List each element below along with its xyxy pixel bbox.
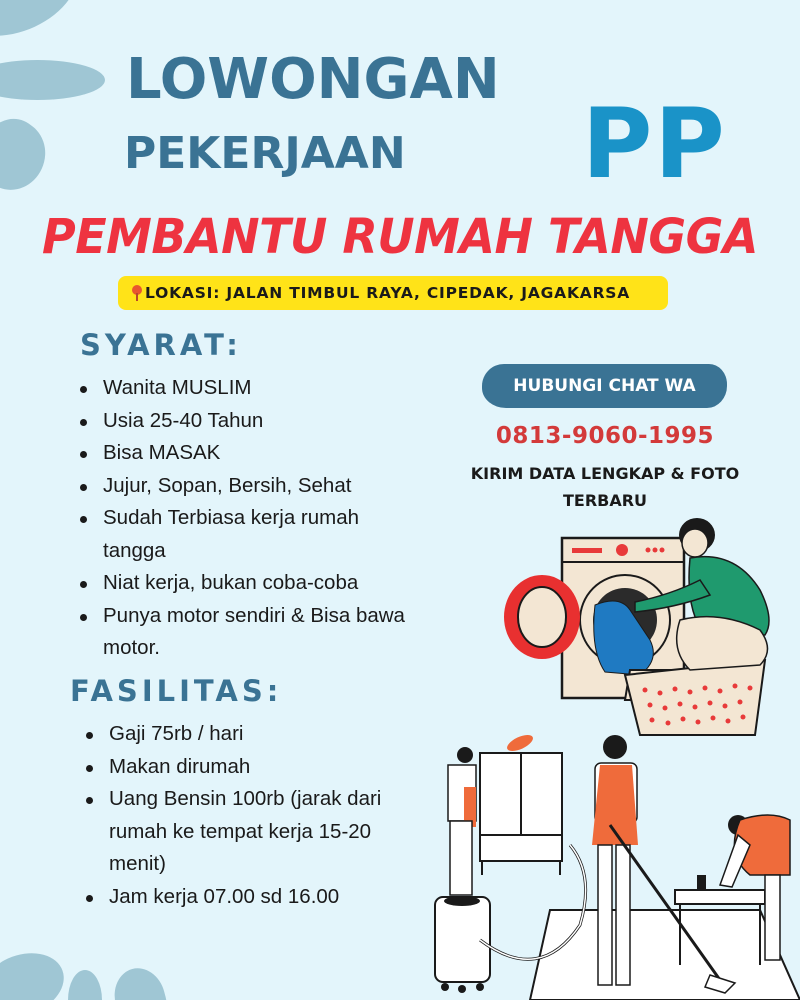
- location-text: LOKASI: JALAN TIMBUL RAYA, CIPEDAK, JAGAKARSA: [145, 284, 631, 302]
- requirements-title: SYARAT:: [80, 328, 242, 362]
- list-item: Niat kerja, bukan coba-coba: [78, 567, 468, 600]
- list-item: Bisa MASAK: [78, 437, 468, 470]
- list-item: Jam kerja 07.00 sd 16.00: [84, 881, 424, 914]
- facilities-title: FASILITAS:: [70, 674, 283, 708]
- list-item: Usia 25-40 Tahun: [78, 405, 468, 438]
- decor-petal: [0, 942, 73, 1000]
- decor-petal: [0, 108, 59, 203]
- whatsapp-chat-button[interactable]: HUBUNGI CHAT WA: [482, 364, 727, 408]
- list-item: Punya motor sendiri & Bisa bawa motor.: [78, 600, 463, 665]
- submission-note: KIRIM DATA LENGKAP & FOTO TERBARU: [470, 464, 740, 510]
- decor-petal: [0, 60, 105, 100]
- job-title: PEMBANTU RUMAH TANGGA: [42, 207, 758, 265]
- title-line-1: LOWONGAN: [126, 47, 500, 112]
- laundry-illustration: [490, 510, 800, 740]
- cleaning-crew-illustration: [420, 725, 800, 1000]
- list-item: Uang Bensin 100rb (jarak dari rumah ke tempat kerja 15-20 menit): [84, 783, 424, 881]
- list-item: Sudah Terbiasa kerja rumah tangga: [78, 502, 398, 567]
- requirements-list: [78, 372, 468, 665]
- map-pin-icon: [132, 284, 142, 302]
- decor-petal: [68, 970, 102, 1000]
- decor-petal: [108, 963, 172, 1000]
- facilities-list: [84, 718, 424, 913]
- phone-number[interactable]: 0813-9060-1995: [495, 423, 715, 449]
- list-item: Gaji 75rb / hari: [84, 718, 424, 751]
- title-badge: PP: [582, 88, 727, 200]
- decor-petal: [0, 0, 89, 52]
- list-item: Wanita MUSLIM: [78, 372, 468, 405]
- title-line-2: PEKERJAAN: [124, 128, 406, 179]
- list-item: Jujur, Sopan, Bersih, Sehat: [78, 470, 468, 503]
- list-item: Makan dirumah: [84, 751, 424, 784]
- location-banner: [118, 276, 668, 310]
